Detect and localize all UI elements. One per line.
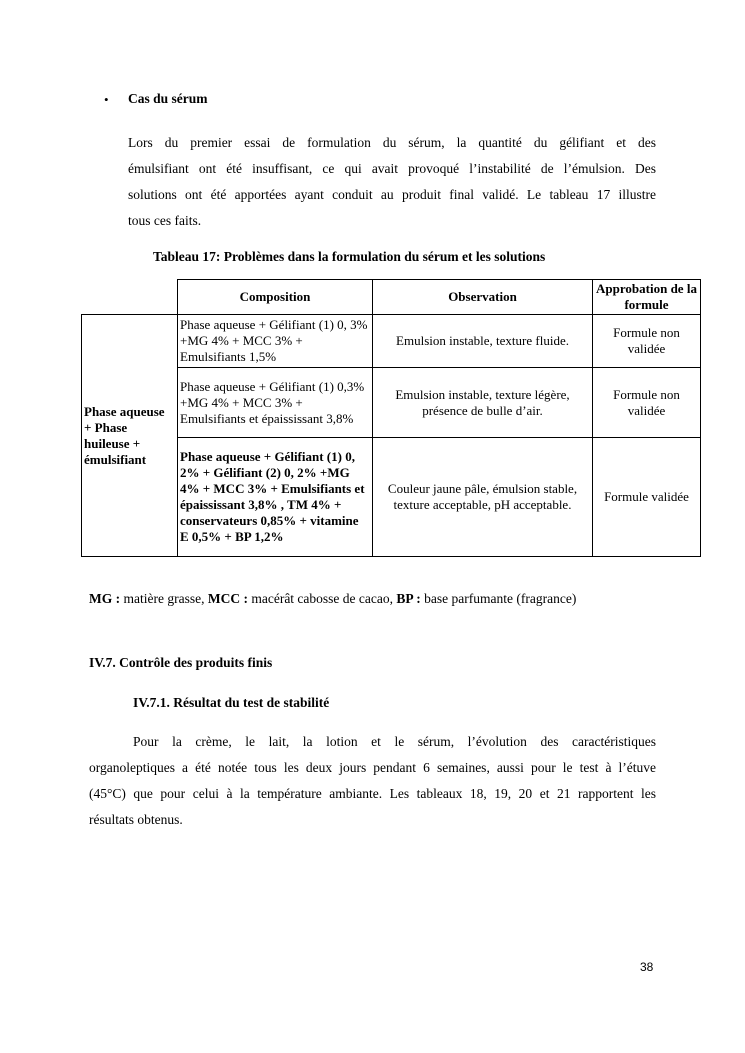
observation-cell: Emulsion instable, texture légère, présence de bulle d’air. bbox=[373, 368, 593, 438]
stability-paragraph bbox=[89, 729, 656, 833]
paragraph-line: Lors du premier essai de formulation du sérum, la quantité du gélifiant et des bbox=[128, 135, 656, 150]
legend-def-mg: matière grasse, bbox=[120, 591, 208, 606]
observation-cell: Couleur jaune pâle, émulsion stable, texture acceptable, pH acceptable. bbox=[373, 438, 593, 557]
abbreviation-legend bbox=[89, 591, 576, 607]
header-observation: Observation bbox=[373, 280, 593, 315]
table-row bbox=[82, 315, 701, 368]
group-label-cell: Phase aqueuse + Phase huileuse + émulsifiant bbox=[82, 315, 178, 557]
composition-cell: Phase aqueuse + Gélifiant (1) 0,3% +MG 4% + MCC 3% + Emulsifiants et épaississant 3,8% bbox=[178, 368, 373, 438]
subsection-heading: IV.7.1. Résultat du test de stabilité bbox=[133, 695, 330, 710]
paragraph-line: émulsifiant ont été insuffisant, ce qui avait provoqué l’instabilité de l’émulsion. Des bbox=[128, 161, 656, 176]
approval-cell: Formule non validée bbox=[593, 315, 701, 368]
header-composition: Composition bbox=[178, 280, 373, 315]
intro-paragraph bbox=[128, 130, 656, 234]
formulation-table bbox=[81, 279, 701, 557]
paragraph-line: (45°C) que pour celui à la température ambiante. Les tableaux 18, 19, 20 et 21 rapportent les bbox=[89, 786, 656, 801]
paragraph-line: tous ces faits. bbox=[128, 213, 202, 228]
header-approval: Approbation de la formule bbox=[593, 280, 701, 315]
legend-abbr-mg: MG : bbox=[89, 591, 121, 606]
paragraph-line: solutions ont été apportées ayant conduit au produit final validé. Le tableau 17 illustre bbox=[128, 187, 656, 202]
paragraph-line: résultats obtenus. bbox=[89, 812, 183, 827]
legend-def-mcc: macérât cabosse de cacao, bbox=[247, 591, 397, 606]
table-caption: Tableau 17: Problèmes dans la formulation du sérum et les solutions bbox=[153, 249, 546, 264]
approval-cell: Formule validée bbox=[593, 438, 701, 557]
legend-abbr-mcc: MCC : bbox=[207, 591, 248, 606]
paragraph-line: Pour la crème, le lait, la lotion et le sérum, l’évolution des caractéristiques bbox=[133, 734, 656, 749]
legend-def-bp: base parfumante (fragrance) bbox=[420, 591, 577, 606]
paragraph-line: organoleptiques a été notée tous les deux jours pendant 6 semaines, aussi pour le test à l’étuve bbox=[89, 760, 656, 775]
composition-cell: Phase aqueuse + Gélifiant (1) 0, 3% +MG 4% + MCC 3% + Emulsifiants 1,5% bbox=[178, 315, 373, 368]
empty-corner-cell bbox=[82, 280, 178, 315]
page-number: 38 bbox=[640, 960, 654, 974]
approval-cell: Formule non validée bbox=[593, 368, 701, 438]
bullet-marker: • bbox=[104, 92, 109, 107]
table-header-row bbox=[82, 280, 701, 315]
bullet-heading: Cas du sérum bbox=[128, 91, 208, 106]
legend-abbr-bp: BP : bbox=[396, 591, 421, 606]
observation-cell: Emulsion instable, texture fluide. bbox=[373, 315, 593, 368]
composition-cell: Phase aqueuse + Gélifiant (1) 0, 2% + Gélifiant (2) 0, 2% +MG 4% + MCC 3% + Emulsifiants et épaississant 3,8% , TM 4% + conservateurs 0,85% + vitamine E 0,5% + BP 1,2% bbox=[178, 438, 373, 557]
section-heading: IV.7. Contrôle des produits finis bbox=[89, 655, 273, 670]
